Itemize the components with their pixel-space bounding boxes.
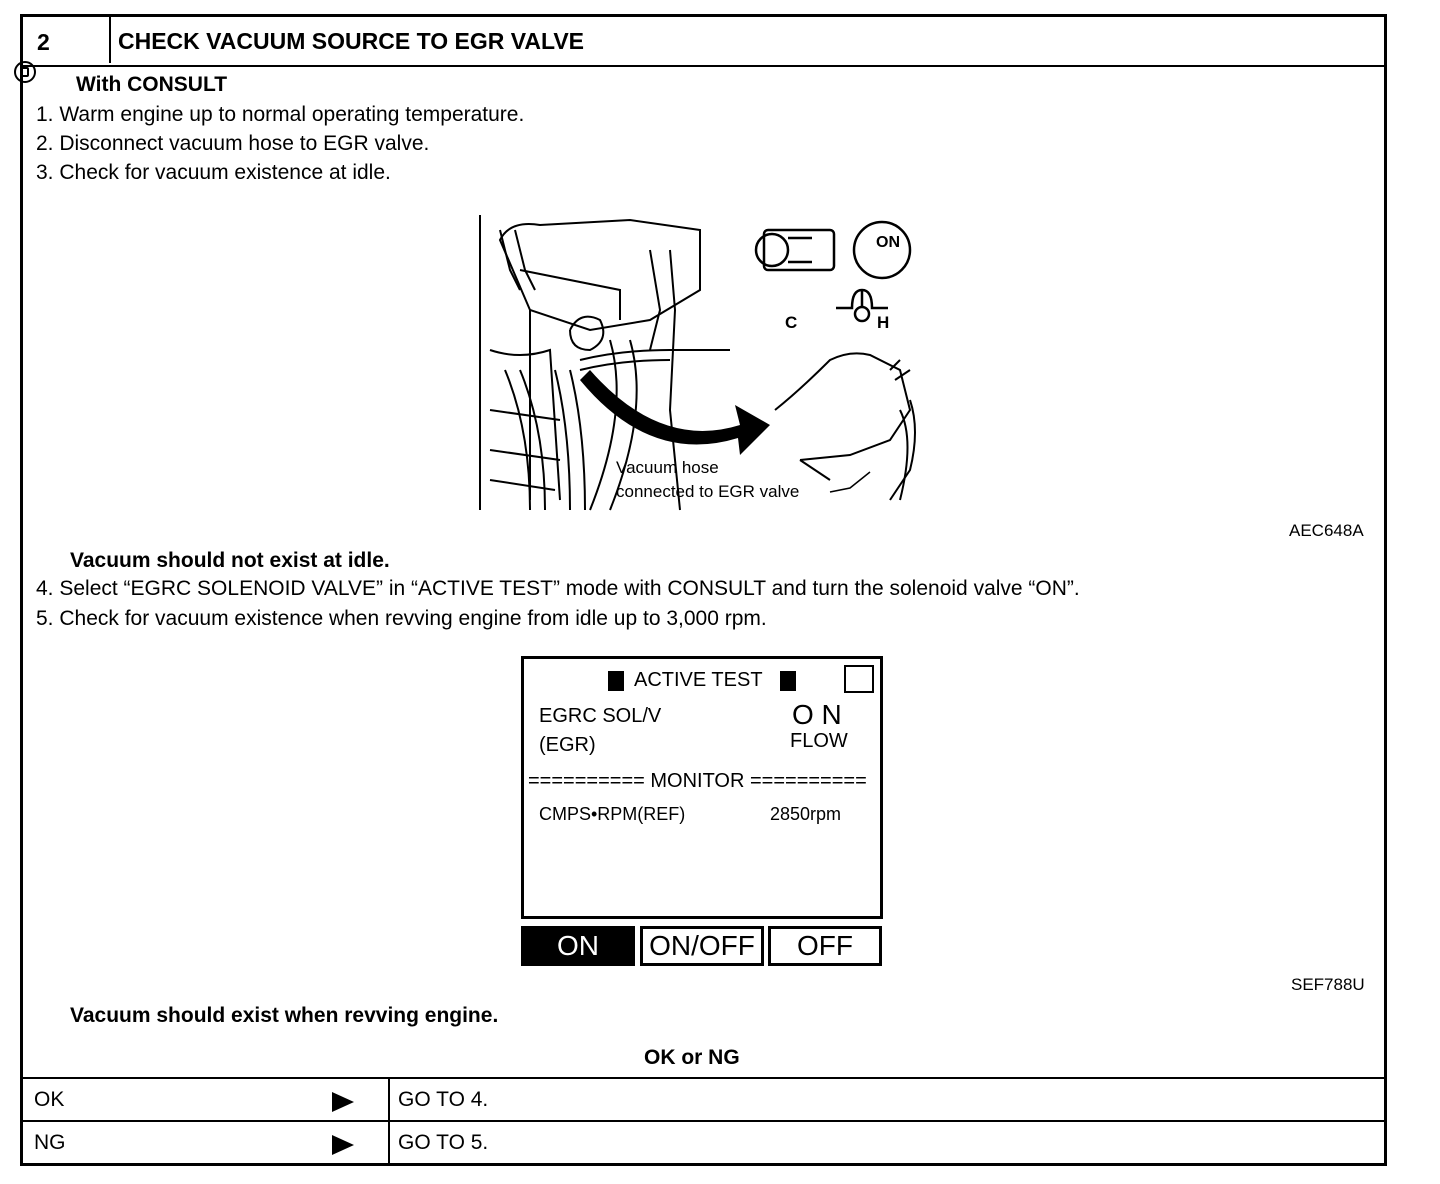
result-action: GO TO 5. bbox=[398, 1131, 489, 1154]
gauge-cold-label: C bbox=[785, 313, 798, 332]
test-item-value: O N bbox=[792, 699, 842, 730]
step-header bbox=[23, 17, 1384, 67]
off-button[interactable]: OFF bbox=[768, 926, 882, 966]
screen-title: ACTIVE TEST bbox=[634, 669, 763, 691]
instruction-step-3: 3. Check for vacuum existence at idle. bbox=[36, 161, 391, 184]
key-on-label: ON bbox=[876, 234, 900, 251]
ok-or-ng-label: OK or NG bbox=[644, 1046, 740, 1069]
figure-code-2: SEF788U bbox=[1291, 975, 1365, 994]
result-action: GO TO 4. bbox=[398, 1088, 489, 1111]
monitor-header: ========== MONITOR ========== bbox=[528, 770, 867, 792]
instruction-step-4: 4. Select “EGRC SOLENOID VALVE” in “ACTIVE TEST” mode with CONSULT and turn the solenoid valve “ON”. bbox=[36, 577, 1080, 600]
figure-code-1: AEC648A bbox=[1289, 521, 1364, 540]
instruction-step-1: 1. Warm engine up to normal operating temperature. bbox=[36, 103, 525, 126]
result-table bbox=[20, 1077, 1387, 1166]
title-marker-left bbox=[608, 671, 624, 691]
arrow-right-icon bbox=[332, 1135, 354, 1155]
consult-screen bbox=[521, 656, 883, 919]
step-title: CHECK VACUUM SOURCE TO EGR VALVE bbox=[118, 28, 584, 54]
on-button[interactable]: ON bbox=[521, 926, 635, 966]
screen-checkbox bbox=[844, 665, 874, 693]
test-item-name: EGRC SOL/V bbox=[539, 705, 662, 727]
consult-icon bbox=[14, 61, 36, 83]
result-row-ok bbox=[20, 1077, 1387, 1122]
test-item-value-sub: FLOW bbox=[790, 730, 848, 752]
result-row-ng bbox=[20, 1120, 1387, 1165]
gauge-hot-label: H bbox=[877, 313, 890, 332]
figure-label-line1: Vacuum hose bbox=[616, 458, 719, 477]
spec-idle: Vacuum should not exist at idle. bbox=[70, 549, 390, 572]
instruction-step-2: 2. Disconnect vacuum hose to EGR valve. bbox=[36, 132, 430, 155]
result-label: NG bbox=[34, 1131, 66, 1154]
test-item-sub: (EGR) bbox=[539, 734, 596, 756]
title-marker-right bbox=[780, 671, 796, 691]
mode-label: With CONSULT bbox=[76, 73, 228, 96]
arrow-right-icon bbox=[332, 1092, 354, 1112]
step-number: 2 bbox=[37, 29, 50, 55]
column-divider bbox=[388, 1122, 390, 1165]
header-divider bbox=[109, 17, 111, 63]
instruction-step-5: 5. Check for vacuum existence when revving engine from idle up to 3,000 rpm. bbox=[36, 607, 767, 630]
column-divider bbox=[388, 1079, 390, 1122]
result-label: OK bbox=[34, 1088, 65, 1111]
spec-revving: Vacuum should exist when revving engine. bbox=[70, 1004, 499, 1027]
monitor-item: CMPS•RPM(REF) bbox=[539, 804, 686, 824]
figure-label-line2: connected to EGR valve bbox=[616, 482, 800, 501]
monitor-value: 2850rpm bbox=[770, 804, 842, 824]
on-off-button[interactable]: ON/OFF bbox=[640, 926, 764, 966]
